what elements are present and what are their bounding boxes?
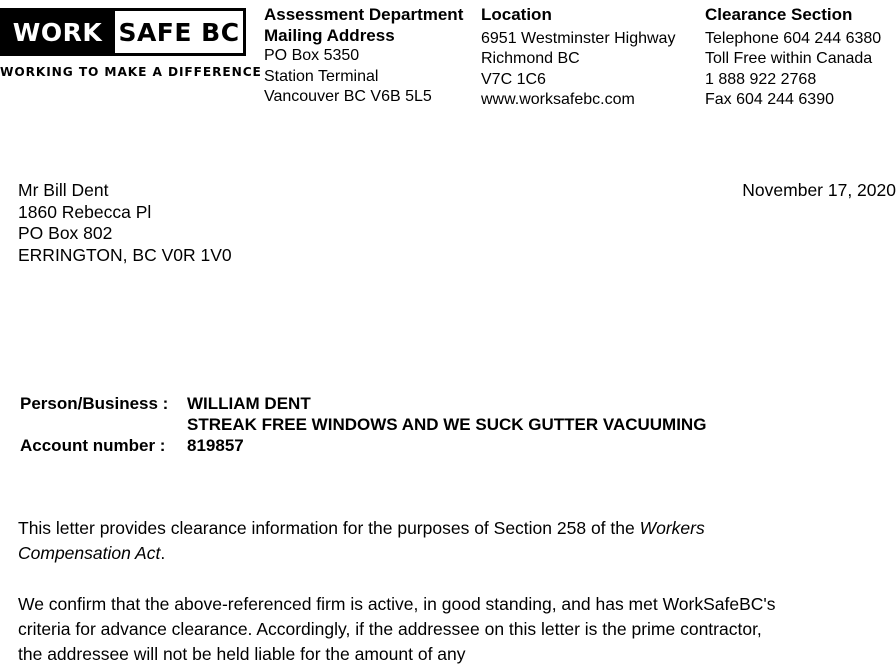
website-link[interactable]: www.worksafebc.com — [481, 91, 635, 108]
paragraph-confirmation: We confirm that the above-referenced firm is active, in good standing, and has met WorkSafeBC's criteria for advance clearance. Accordingly, if the addressee on this letter is the prime contractor, the addressee will not be held liable for the amount of any — [18, 594, 776, 664]
act-name: Workers Compensation Act — [18, 518, 705, 563]
clearance-line: Telephone 604 244 6380 — [705, 29, 882, 47]
recipient-address — [18, 180, 232, 266]
location-heading: Location — [481, 5, 552, 24]
clearance-heading: Clearance Section — [705, 5, 853, 24]
location-line: V7C 1C6 — [481, 70, 546, 88]
logo-word-work: WORK — [0, 8, 115, 56]
clearance-line: Fax 604 244 6390 — [705, 91, 834, 108]
mailing-address-heading: Mailing Address — [264, 25, 395, 45]
person-business-name: WILLIAM DENT — [187, 394, 311, 413]
logo-tagline: WORKING TO MAKE A DIFFERENCE — [0, 65, 262, 79]
paragraph-end: . — [160, 543, 166, 563]
header-assessment-column — [264, 5, 463, 108]
recipient-line: PO Box 802 — [18, 223, 113, 243]
logo-word-safebc: SAFE BC — [115, 8, 246, 56]
account-number-value: 819857 — [187, 436, 244, 455]
mailing-line: PO Box 5350 — [264, 47, 360, 64]
person-business-label: Person/Business : — [20, 394, 169, 413]
mailing-line: Station Terminal — [264, 67, 379, 85]
business-trade-name: STREAK FREE WINDOWS AND WE SUCK GUTTER VACUUMING — [187, 415, 707, 434]
assessment-heading: Assessment Department — [264, 5, 464, 24]
recipient-line: 1860 Rebecca Pl — [18, 201, 152, 222]
mailing-line: Vancouver BC V6B 5L5 — [264, 88, 432, 105]
header-clearance-column — [705, 5, 881, 111]
clearance-line: Toll Free within Canada — [705, 50, 873, 67]
worksafebc-logo — [0, 8, 246, 56]
paragraph-text: This letter provides clearance information for the purposes of Section 258 of the — [18, 518, 640, 538]
header-location-column — [481, 5, 675, 111]
location-line: 6951 Westminster Highway — [481, 29, 676, 47]
account-number-label: Account number : — [20, 436, 166, 455]
location-line: Richmond BC — [481, 50, 580, 67]
paragraph-clearance-purpose — [18, 516, 778, 566]
letter-date: November 17, 2020 — [742, 180, 896, 200]
recipient-line: ERRINGTON, BC V0R 1V0 — [18, 244, 232, 265]
recipient-line: Mr Bill Dent — [18, 180, 109, 200]
business-info — [20, 393, 706, 456]
clearance-line: 1 888 922 2768 — [705, 70, 817, 88]
